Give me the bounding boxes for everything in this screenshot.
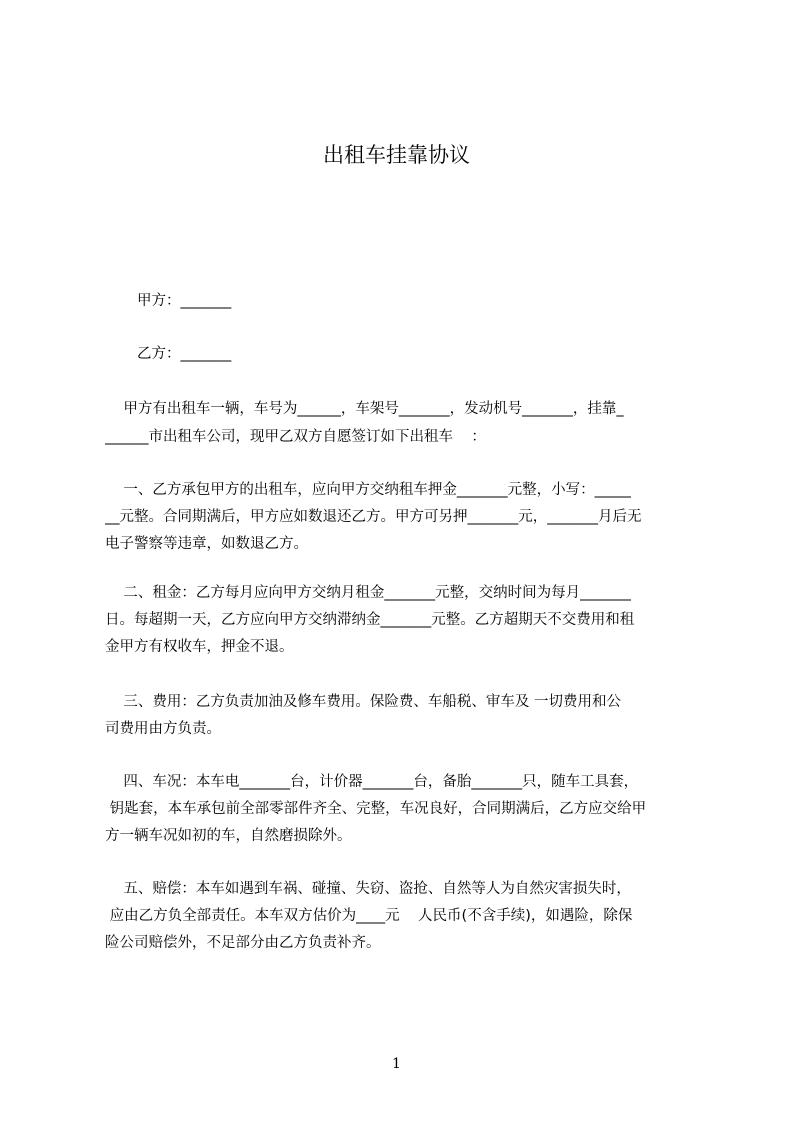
paragraph-line: 钥匙套，本车承包前全部零部件齐全、完整，车况良好，合同期满后，乙方应交给甲 bbox=[105, 801, 647, 817]
paragraph-line: 应由乙方负全部责任。本车双方估价为____元 人民币(不含手续)，如遇险，除保 bbox=[105, 908, 633, 924]
paragraph-line: 电子警察等违章，如数退乙方。 bbox=[105, 536, 308, 552]
paragraph-line: 日。每超期一天，乙方应向甲方交纳滞纳金_______元整。乙方超期天不交费用和租 bbox=[105, 612, 635, 628]
party-b-line: 乙方：_______ bbox=[137, 346, 232, 362]
paragraph-line: 二、租金：乙方每月应向甲方交纳月租金_______元整，交纳时间为每月_______ bbox=[105, 585, 631, 601]
paragraph-line: 五、赔偿：本车如遇到车祸、碰撞、失窃、盗抢、自然等人为自然灾害损失时， bbox=[105, 881, 631, 897]
paragraph-line: 方一辆车况如初的车，自然磨损除外。 bbox=[105, 828, 352, 844]
paragraph-line: 险公司赔偿外，不足部分由乙方负责补齐。 bbox=[105, 935, 381, 951]
paragraph-line: ______市出租车公司，现甲乙双方自愿签订如下出租车 ： bbox=[105, 429, 486, 445]
paragraph-line: 一、乙方承包甲方的出租车，应向甲方交纳租车押金_______元整，小写：_____ bbox=[105, 482, 631, 498]
page-number: 1 bbox=[392, 1056, 401, 1072]
paragraph-line: __元整。合同期满后，甲方应如数退还乙方。甲方可另押_______元，_______月后无 bbox=[105, 509, 642, 525]
document-title: 出租车挂靠协议 bbox=[323, 143, 470, 167]
paragraph-line: 三、费用：乙方负责加油及修车费用。保险费、车船税、审车及 一切费用和公 bbox=[105, 694, 622, 710]
paragraph-line: 甲方有出租车一辆，车号为______，车架号_______，发动机号_______，挂靠_ bbox=[105, 401, 624, 417]
paragraph-line: 司费用由方负责。 bbox=[105, 721, 221, 737]
party-a-line: 甲方：_______ bbox=[137, 293, 232, 309]
paragraph-line: 金甲方有权收车，押金不退。 bbox=[105, 639, 294, 655]
paragraph-line: 四、车况：本车电_______台，计价器_______台，备胎_______只，随车工具套， bbox=[105, 774, 639, 790]
